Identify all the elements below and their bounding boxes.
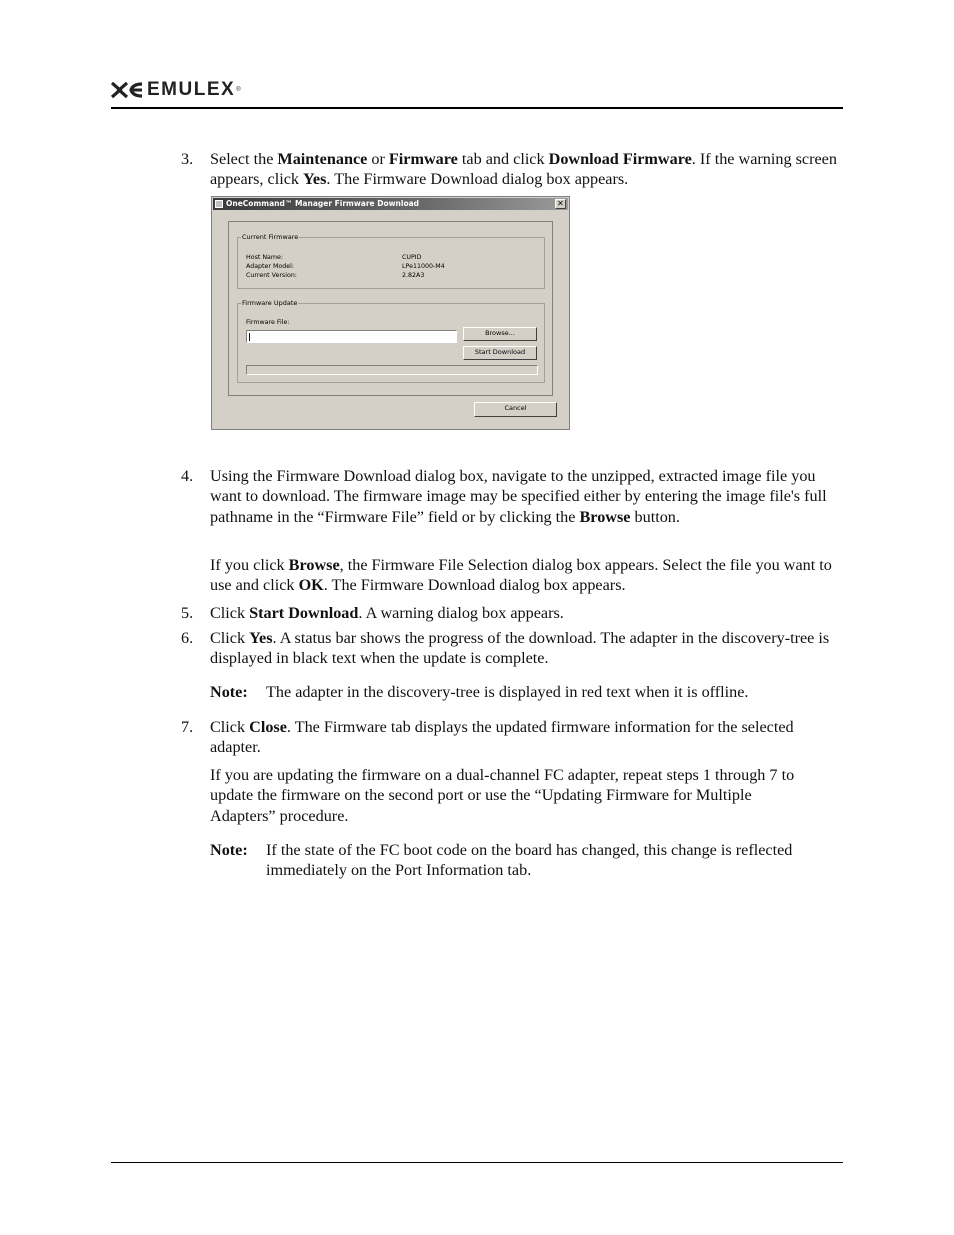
start-download-button[interactable]: Start Download: [463, 346, 537, 360]
close-button[interactable]: ✕: [555, 199, 566, 209]
emulex-logo-icon: [111, 81, 143, 99]
header-rule: [111, 107, 843, 109]
step-6: [181, 628, 841, 669]
step-text: Select the Maintenance or Firmware tab and click Download Firmware. If the warning screen appears, click Yes. The Firmware Download dialog box appears.: [210, 150, 837, 189]
firmware-download-dialog: [211, 196, 570, 430]
logo-trademark: ®: [236, 87, 241, 93]
dual-channel-paragraph: If you are updating the firmware on a dual-channel FC adapter, repeat steps 1 through 7 to update the firmware on the second port or use the “Updating Firmware for Multiple Adapters” procedure.: [210, 766, 795, 825]
browse-paragraph: If you click Browse, the Firmware File Selection dialog box appears. Select the file you want to use and click OK. The Firmware Download dialog box appears.: [210, 556, 832, 595]
note-text: If the state of the FC boot code on the board has changed, this change is reflected immediately on the Port Information tab.: [266, 841, 793, 880]
logo-text: EMULEX: [147, 79, 236, 100]
step-number: 7.: [181, 718, 194, 736]
current-version-value: 2.82A3: [402, 272, 425, 279]
note-offline: [210, 682, 842, 702]
current-firmware-title: Current Firmware: [242, 233, 299, 241]
firmware-file-input[interactable]: [246, 330, 457, 343]
step-text: Click Start Download. A warning dialog box appears.: [210, 604, 564, 622]
dialog-titlebar: [213, 198, 568, 210]
step-text: Click Yes. A status bar shows the progress of the download. The adapter in the discovery-tree is displayed in black text when the update is complete.: [210, 629, 830, 668]
step-text: Click Close. The Firmware tab displays the updated firmware information for the selected adapter.: [210, 718, 794, 757]
browse-button[interactable]: Browse...: [463, 327, 537, 341]
adapter-model-value: LPe11000-M4: [402, 263, 445, 270]
note-text: The adapter in the discovery-tree is displayed in red text when it is offline.: [266, 683, 749, 701]
host-name-value: CUPID: [402, 254, 422, 261]
note-label: Note:: [210, 683, 248, 701]
app-icon: [215, 200, 223, 208]
step-number: 6.: [181, 629, 194, 647]
step-3: [181, 149, 841, 190]
firmware-file-label: Firmware File:: [246, 319, 290, 326]
cancel-button[interactable]: Cancel: [474, 402, 557, 417]
step-7: [181, 717, 841, 758]
download-progress-bar: [246, 365, 538, 375]
text-caret: [249, 333, 250, 341]
step-4: [181, 466, 841, 527]
note-boot-code: [210, 840, 810, 881]
emulex-logo: [111, 80, 241, 100]
step-5: [181, 603, 841, 623]
host-name-label: Host Name:: [246, 254, 284, 261]
note-label: Note:: [210, 841, 248, 859]
adapter-model-label: Adapter Model:: [246, 263, 295, 270]
step-number: 4.: [181, 467, 194, 485]
firmware-update-title: Firmware Update: [242, 299, 298, 307]
current-version-label: Current Version:: [246, 272, 297, 279]
footer-rule: [111, 1162, 843, 1163]
dialog-title: OneCommand™ Manager Firmware Download: [226, 199, 420, 208]
step-number: 3.: [181, 150, 194, 168]
step-text: Using the Firmware Download dialog box, navigate to the unzipped, extracted image file you want to download. The firmware image may be specified either by entering the image file's full pathname in the “Firmware File” field or by clicking the Browse button.: [210, 467, 827, 526]
step-number: 5.: [181, 604, 194, 622]
